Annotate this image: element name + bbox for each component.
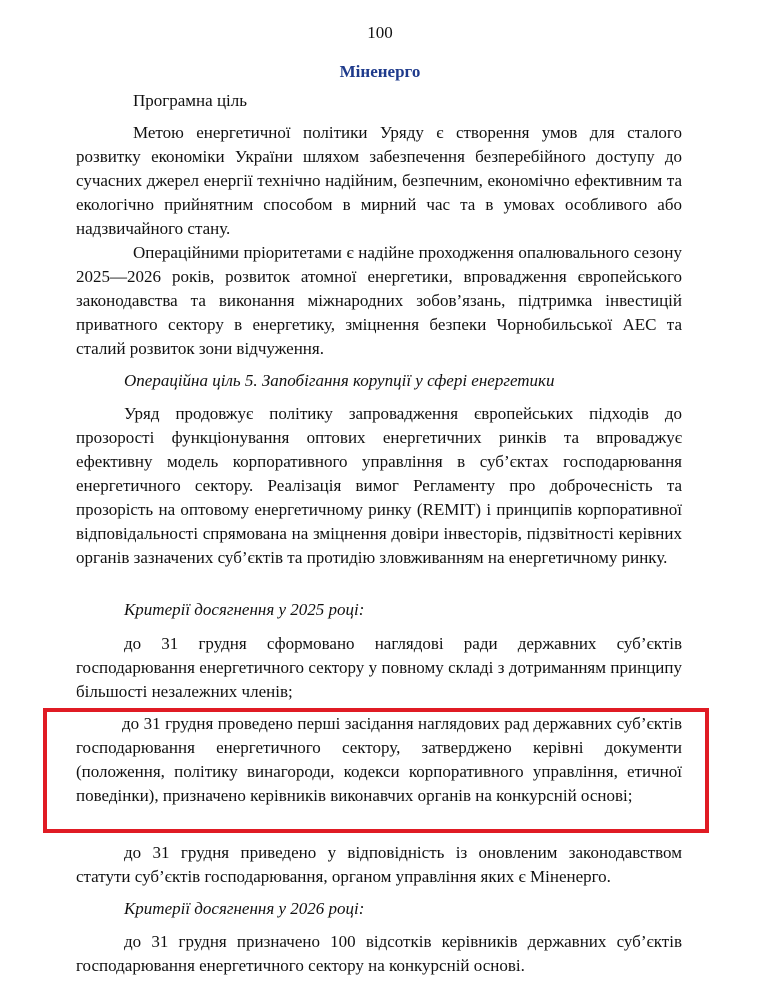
- criteria-2026-item-1: до 31 грудня призначено 100 відсотків керівників державних суб’єктів господарювання енергетичного сектору на конкурсній основі.: [76, 932, 682, 975]
- criteria-2025-item-1: до 31 грудня сформовано наглядові ради державних суб’єктів господарювання енергетичного сектору у повному складі з дотриманням принципу більшості незалежних членів;: [76, 634, 682, 701]
- ministry-title: Міненерго: [339, 62, 421, 81]
- criteria-2025-heading: Критерії досягнення у 2025 році:: [124, 600, 365, 619]
- criteria-2025-item-3: до 31 грудня приведено у відповідність із оновленим законодавством статути суб’єктів господарювання, органом управління яких є Міненерго.: [76, 843, 682, 886]
- page-number: 100: [367, 23, 393, 42]
- operational-goal-paragraph: Уряд продовжує політику запровадження європейських підходів до прозорості функціонування оптових енергетичних ринків та впроваджує ефективну модель корпоративного управління в суб’єктах господарювання енергетичного сектору. Реалізація вимог Регламенту про доброчесність та прозорість на оптовому енергетичному ринку (REMIT) і принципів корпоративної відповідальності спрямована на зміцнення довіри інвесторів, підзвітності керівних органів зазначених суб’єктів та протидію зловживанням на енергетичному ринку.: [76, 404, 682, 567]
- highlight-frame: [43, 708, 709, 833]
- goal-heading: Програмна ціль: [133, 91, 248, 110]
- operational-goal-heading: Операційна ціль 5. Запобігання корупції у сфері енергетики: [124, 371, 555, 390]
- priorities-paragraph: Операційними пріоритетами є надійне проходження опалювального сезону 2025—2026 років, розвиток атомної енергетики, впровадження європейського законодавства та виконання міжнародних зобов’язань, підтримка інвестицій приватного сектору в енергетику, зміцнення безпеки Чорнобильської АЕС та сталий розвиток зони відчуження.: [76, 243, 682, 358]
- criteria-2026-heading: Критерії досягнення у 2026 році:: [124, 899, 365, 918]
- criteria-2025-item-2: до 31 грудня проведено перші засідання наглядових рад державних суб’єктів господарювання енергетичного сектору, затверджено керівні документи (положення, політику винагороди, кодекси корпоративного управління, етичної поведінки), призначено керівників виконавчих органів на конкурсній основі;: [76, 714, 682, 805]
- goal-paragraph: Метою енергетичної політики Уряду є створення умов для сталого розвитку економіки України шляхом забезпечення безперебійного доступу до сучасних джерел енергії технічно надійним, безпечним, економічно ефективним та екологічно прийнятним способом в мирний час та в умовах особливого або надзвичайного стану.: [76, 123, 682, 238]
